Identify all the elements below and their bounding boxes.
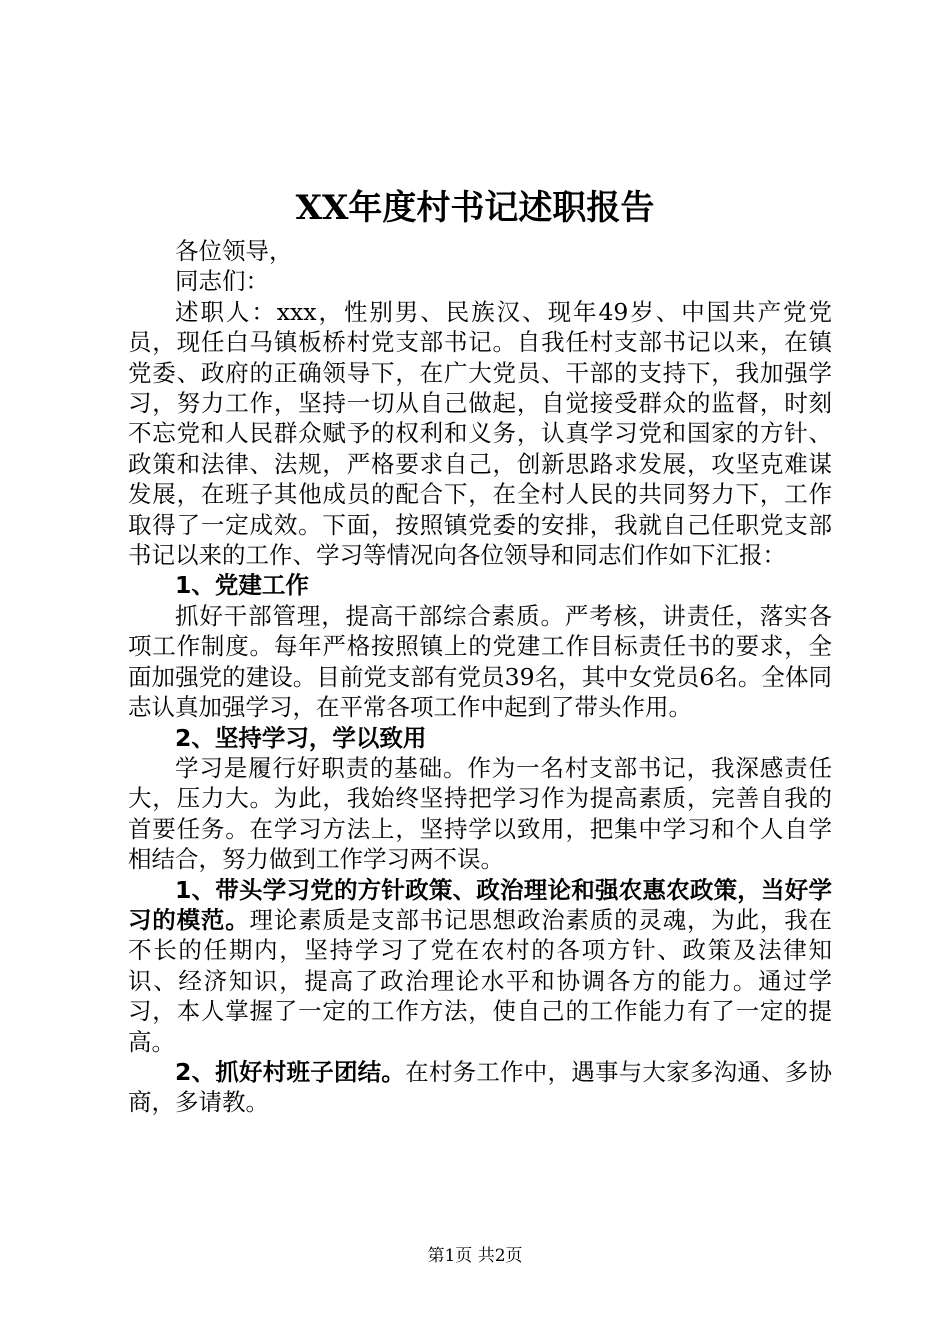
item-1-paragraph xyxy=(128,875,832,1057)
section-1-paragraph: 抓好干部管理，提高干部综合素质。严考核，讲责任，落实各项工作制度。每年严格按照镇上的党建工作目标责任书的要求，全面加强党的建设。目前党支部有党员39名，其中女党员6名。全体同志认真加强学习，在平常各项工作中起到了带头作用。 xyxy=(128,601,832,722)
section-1-heading: 1、党建工作 xyxy=(175,571,309,600)
document-body xyxy=(128,236,832,1118)
greeting-comrades: 同志们： xyxy=(175,267,269,296)
item-2-body: 在村务工作中，遇事与大家多沟通、多协商，多请教。 xyxy=(128,1057,833,1117)
greeting-leaders: 各位领导， xyxy=(175,237,293,265)
item-2-paragraph xyxy=(128,1057,832,1118)
section-2-paragraph: 学习是履行好职责的基础。作为一名村支部书记，我深感责任大，压力大。为此，我始终坚持把学习作为提高素质，完善自我的首要任务。在学习方法上，坚持学以致用，把集中学习和个人自学相结合，努力做到工作学习两不误。 xyxy=(128,753,832,874)
section-2-heading: 2、坚持学习，学以致用 xyxy=(175,723,427,752)
item-1-lead: 1、带头学习党的方针政策、政治理论和强农惠农政策，当好学习的模范。 xyxy=(128,875,832,934)
document-title: XX年度村书记述职报告 xyxy=(295,188,655,228)
page-footer: 第1页 共2页 xyxy=(427,1246,523,1266)
intro-paragraph: 述职人：xxx，性别男、民族汉、现年49岁、中国共产党党员，现任白马镇板桥村党支部书记。自我任村支部书记以来，在镇党委、政府的正确领导下，在广大党员、干部的支持下，我加强学习，努力工作，坚持一切从自己做起，自觉接受群众的监督，时刻不忘党和人民群众赋予的权利和义务，认真学习党和国家的方针、政策和法律、法规，严格要求自己，创新思路求发展，攻坚克难谋发展，在班子其他成员的配合下，在全村人民的共同努力下，工作取得了一定成效。下面，按照镇党委的安排，我就自己任职党支部书记以来的工作、学习等情况向各位领导和同志们作如下汇报： xyxy=(128,297,832,570)
item-2-lead: 2、抓好村班子团结。 xyxy=(175,1057,406,1086)
item-1-body: 理论素质是支部书记思想政治素质的灵魂，为此，我在不长的任期内，坚持学习了党在农村的各项方针、政策及法律知识、经济知识，提高了政治理论水平和协调各方的能力。通过学习，本人掌握了一定的工作方法，使自己的工作能力有了一定的提高。 xyxy=(128,905,833,1056)
